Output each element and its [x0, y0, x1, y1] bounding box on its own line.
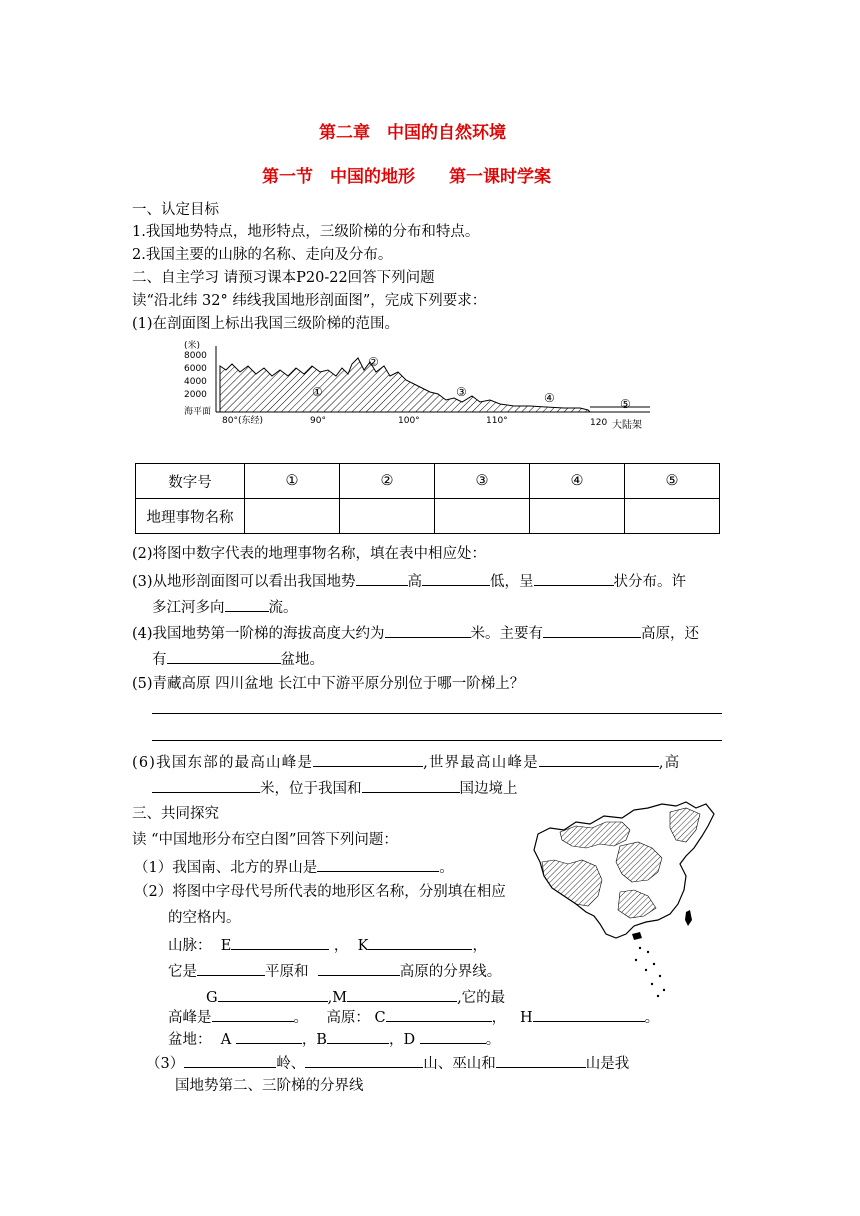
answer-blank[interactable] [197, 961, 265, 976]
answer-blank[interactable] [318, 961, 400, 976]
answer-blank[interactable] [543, 623, 641, 638]
answer-blank[interactable] [236, 1029, 302, 1044]
table-cell: ④ [530, 464, 625, 499]
x-tick-80: 80°(东经) [222, 416, 263, 426]
row-header-number: 数字号 [136, 464, 245, 499]
question-5: (5)青藏高原 四川盆地 长江中下游平原分别位于哪一阶梯上？ [132, 676, 525, 692]
table-cell: ② [340, 464, 435, 499]
answer-line[interactable] [152, 713, 722, 714]
answer-blank[interactable] [231, 935, 329, 950]
marker-5: ⑤ [620, 397, 631, 411]
answer-blank[interactable] [385, 623, 471, 638]
basin-row: 盆地： A ，B ，D 。 [168, 1029, 500, 1049]
question-1: (1)在剖面图上标出我国三级阶梯的范围。 [132, 316, 400, 332]
table-cell: ① [245, 464, 340, 499]
s1-heading: 一、认定目标 [132, 202, 219, 218]
answer-blank[interactable] [305, 1053, 423, 1068]
answer-blank[interactable] [167, 649, 281, 664]
china-terrain-map [530, 800, 720, 1000]
taiwan-island [685, 910, 692, 926]
hainan-island [632, 932, 642, 940]
question-6-line1: (6)我国东部的最高山峰是 ,世界最高山峰是 ,高 [132, 752, 680, 772]
answer-blank[interactable] [212, 1007, 294, 1022]
answer-blank[interactable] [225, 597, 269, 612]
s3-question-2-line1: （2）将图中字母代号所代表的地形区名称，分别填在相应 [134, 884, 506, 900]
answer-blank[interactable] [534, 571, 614, 586]
s3-question-1: （1）我国南、北方的界山是 。 [134, 857, 454, 877]
answer-blank[interactable] [539, 752, 659, 767]
terrain-profile-figure [180, 336, 660, 436]
marker-2: ② [368, 355, 379, 369]
x-tick-90: 90° [310, 416, 326, 426]
row-header-name: 地理事物名称 [136, 499, 245, 534]
tibet-plateau-hatch [542, 860, 602, 906]
answer-blank[interactable] [218, 987, 328, 1002]
south-china-sea-islands [635, 947, 665, 997]
answer-blank[interactable] [327, 1029, 389, 1044]
y-tick-4000: 4000 [184, 377, 207, 387]
answer-blank[interactable] [317, 857, 439, 872]
answer-blank[interactable] [347, 987, 457, 1002]
section-title: 第一节 中国的地形 第一课时学案 [262, 167, 551, 187]
marker-1: ① [312, 385, 323, 399]
answer-blank[interactable] [313, 752, 423, 767]
chapter-title: 第二章 中国的自然环境 [319, 123, 506, 143]
answer-table [135, 463, 720, 534]
question-4-line1: (4)我国地势第一阶梯的海拔高度大约为 米。主要有 高原，还 [132, 623, 699, 643]
s2-intro: 读“沿北纬 32° 纬线我国地形剖面图”，完成下列要求： [132, 293, 487, 309]
y-tick-6000: 6000 [184, 364, 207, 374]
y-tick-8000: 8000 [184, 351, 207, 361]
answer-blank[interactable] [420, 1029, 486, 1044]
x-tick-110: 110° [486, 416, 508, 426]
x-tick-100: 100° [398, 416, 420, 426]
question-4-line2: 有 盆地。 [152, 649, 324, 669]
answer-cell[interactable] [245, 499, 340, 534]
s3-question-3-line1: （3） 岭、 山、巫山和 山是我 [146, 1053, 629, 1073]
marker-4: ④ [544, 391, 555, 405]
table-row [136, 499, 720, 534]
sea-level-label: 海平面 [184, 407, 212, 417]
answer-cell[interactable] [340, 499, 435, 534]
mountain-row-4: 高峰是 。 高原： C ， H 。 [168, 1007, 659, 1027]
mountain-row-2: 它是 平原和 高原的分界线。 [168, 961, 501, 981]
answer-blank[interactable] [496, 1053, 586, 1068]
shelf-label: 大陆架 [612, 420, 642, 431]
y-unit: (米) [184, 341, 201, 351]
s3-question-3-line2: 国地势第二、三阶梯的分界线 [175, 1078, 364, 1094]
answer-blank[interactable] [533, 1007, 645, 1022]
s3-intro: 读 “中国地形分布空白图”回答下列问题： [132, 832, 398, 848]
answer-blank[interactable] [184, 1053, 276, 1068]
answer-blank[interactable] [152, 778, 260, 793]
answer-blank[interactable] [386, 1007, 492, 1022]
y-tick-2000: 2000 [184, 390, 207, 400]
question-2: (2)将图中数字代表的地理事物名称，填在表中相应处： [132, 546, 487, 562]
mountain-row-1: 山脉： E ， K ， [168, 935, 487, 955]
goal-1: 1.我国地势特点，地形特点，三级阶梯的分布和特点。 [132, 224, 480, 240]
marker-3: ③ [456, 385, 467, 399]
terrain-profile [220, 358, 590, 412]
s3-question-2-line2: 的空格内。 [168, 910, 241, 926]
answer-blank[interactable] [356, 571, 408, 586]
table-cell: ③ [435, 464, 530, 499]
answer-line[interactable] [152, 740, 722, 741]
question-6-line2: 米，位于我国和 国边境上 [152, 778, 518, 798]
table-cell: ⑤ [625, 464, 720, 499]
answer-blank[interactable] [362, 778, 460, 793]
x-tick-120: 120 [590, 418, 608, 428]
answer-cell[interactable] [530, 499, 625, 534]
mountain-row-3: G ,M ,它的最 [206, 987, 505, 1007]
answer-cell[interactable] [435, 499, 530, 534]
answer-cell[interactable] [625, 499, 720, 534]
s2-heading: 二、自主学习 请预习课本P20-22回答下列问题 [132, 270, 435, 286]
goal-2: 2.我国主要的山脉的名称、走向及分布。 [132, 247, 393, 263]
table-row [136, 464, 720, 499]
answer-blank[interactable] [368, 935, 472, 950]
question-3-line1: (3)从地形剖面图可以看出我国地势 高 低，呈 状分布。许 [132, 571, 686, 591]
s3-heading: 三、共同探究 [132, 806, 219, 822]
answer-blank[interactable] [422, 571, 490, 586]
question-3-line2: 多江河多向 流。 [152, 597, 298, 617]
